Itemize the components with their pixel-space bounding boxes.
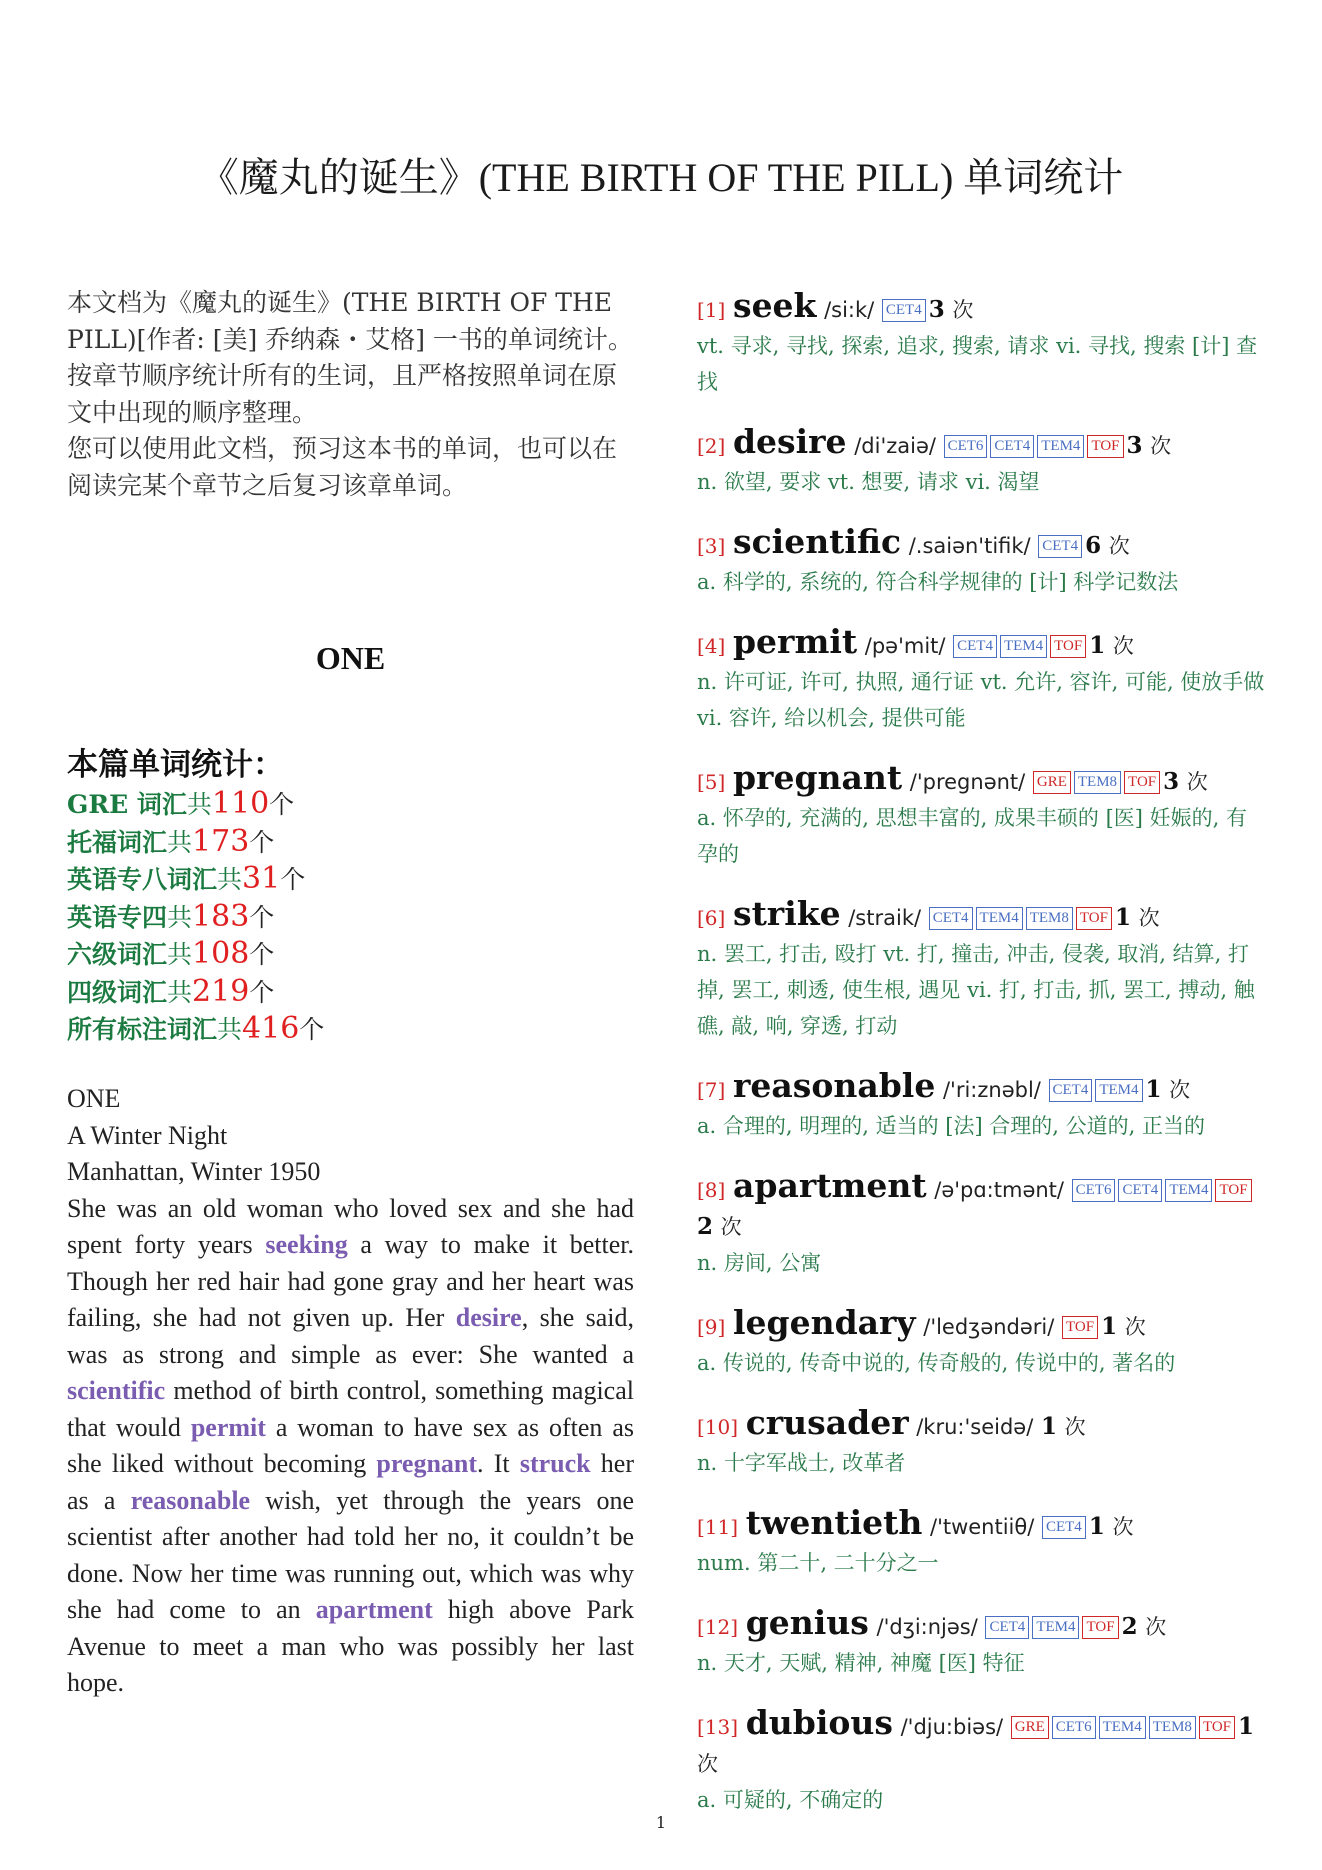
highlight-word: scientific bbox=[67, 1376, 166, 1405]
entry-pronunciation: /ə'pɑ:tmənt/ bbox=[934, 1178, 1064, 1202]
entry-definition: a. 怀孕的, 充满的, 思想丰富的, 成果丰硕的 [医] 妊娠的, 有孕的 bbox=[697, 806, 1248, 866]
stat-unit: 个 bbox=[249, 977, 275, 1007]
stats-heading: 本篇单词统计： bbox=[67, 747, 284, 783]
level-tag: TOF bbox=[1087, 435, 1123, 458]
entry-pronunciation: /'dju:biəs/ bbox=[900, 1715, 1004, 1739]
level-tag: TEM4 bbox=[1099, 1716, 1146, 1739]
level-tag: TEM4 bbox=[1000, 635, 1047, 658]
entry-word: scientific bbox=[732, 522, 902, 561]
highlight-word: desire bbox=[455, 1303, 522, 1332]
entry-count: 2 bbox=[697, 1213, 714, 1240]
level-tag: CET4 bbox=[953, 635, 997, 658]
entry-pronunciation: /'ri:znəbl/ bbox=[942, 1078, 1041, 1102]
stat-count: 416 bbox=[242, 1011, 300, 1046]
entry-definition: vt. 寻求, 寻找, 探索, 追求, 搜索, 请求 vi. 寻找, 搜索 [计] 查找 bbox=[697, 334, 1258, 394]
entry-index: [11] bbox=[697, 1515, 739, 1539]
entry-count: 1 bbox=[1145, 1076, 1162, 1103]
vocab-entry bbox=[697, 1168, 1265, 1281]
stat-label: GRE 词汇 bbox=[67, 790, 187, 819]
entry-count-unit: 次 bbox=[1138, 906, 1160, 930]
vocab-entry bbox=[697, 1705, 1265, 1818]
level-tag: CET4 bbox=[1049, 1079, 1093, 1102]
entry-index: [6] bbox=[697, 906, 726, 930]
level-tag: CET4 bbox=[929, 907, 973, 930]
entry-count-unit: 次 bbox=[1108, 534, 1130, 558]
intro-paragraph: 您可以使用此文档，预习这本书的单词，也可以在阅读完某个章节之后复习该章单词。 bbox=[67, 434, 618, 500]
entry-count-unit: 次 bbox=[1145, 1615, 1167, 1639]
entry-definition: n. 欲望, 要求 vt. 想要, 请求 vi. 渴望 bbox=[697, 470, 1040, 494]
stat-line bbox=[67, 861, 634, 899]
entry-index: [2] bbox=[697, 434, 726, 458]
level-tag: CET6 bbox=[944, 435, 988, 458]
vocab-entry bbox=[697, 1068, 1265, 1144]
level-tag: CET6 bbox=[1072, 1179, 1116, 1202]
entry-pronunciation: /'twentiiθ/ bbox=[930, 1515, 1035, 1539]
stat-unit: 个 bbox=[299, 1015, 325, 1044]
story-subtitle: A Winter Night bbox=[67, 1120, 228, 1150]
vocab-entry bbox=[697, 1405, 1265, 1481]
stat-unit: 个 bbox=[249, 902, 275, 932]
entry-pronunciation: /pə'mit/ bbox=[864, 634, 946, 658]
stat-line bbox=[67, 1011, 634, 1049]
entry-count-unit: 次 bbox=[720, 1215, 742, 1239]
stat-count: 173 bbox=[192, 823, 250, 859]
entry-count: 3 bbox=[928, 296, 945, 323]
entry-count-unit: 次 bbox=[952, 298, 974, 322]
entry-word: legendary bbox=[732, 1303, 916, 1342]
stat-unit: 个 bbox=[249, 940, 275, 969]
entry-count: 3 bbox=[1163, 768, 1180, 795]
stat-line bbox=[67, 824, 634, 862]
highlight-word: reasonable bbox=[130, 1485, 251, 1515]
entry-count: 6 bbox=[1085, 532, 1102, 559]
entry-count-unit: 次 bbox=[1186, 770, 1208, 794]
chapter-heading: ONE bbox=[315, 640, 386, 676]
entry-word: desire bbox=[732, 422, 847, 461]
entry-index: [5] bbox=[697, 770, 726, 794]
level-tag: TOF bbox=[1082, 1616, 1118, 1639]
entry-definition: n. 天才, 天赋, 精神, 神魔 [医] 特征 bbox=[697, 1651, 1025, 1675]
vocabulary-list bbox=[697, 288, 1265, 1842]
entry-index: [4] bbox=[697, 634, 726, 658]
stat-line bbox=[67, 936, 634, 974]
level-tag: CET4 bbox=[985, 1616, 1029, 1639]
entry-pronunciation: /straik/ bbox=[848, 906, 922, 930]
entry-index: [13] bbox=[697, 1715, 739, 1739]
vocab-entry bbox=[697, 1505, 1265, 1581]
entry-pronunciation: /'ledʒəndəri/ bbox=[923, 1315, 1055, 1339]
level-tag: TOF bbox=[1076, 907, 1112, 930]
entry-word: reasonable bbox=[732, 1066, 936, 1105]
vocab-entry bbox=[697, 424, 1265, 500]
story-passage: She was an old woman who loved sex and she had spent forty years seeking a way to make it better. Though her red hair had gone gray and her heart was failing, she had not given up. Her desire, she said, was as strong and simple as ever: She wanted a scientific method of birth control, something magical that would permit a woman to have sex as often as she liked without becoming pregnant. It struck her as a reasonable wish, yet through the years one scientist after another had told her no, it couldn’t be done. Now her time was running out, which was why she had come to an apartment high above Park Avenue to meet a man who was possibly her last hope. bbox=[67, 1193, 635, 1697]
entry-pronunciation: /di'zaiə/ bbox=[854, 434, 936, 458]
story-chapter: ONE bbox=[67, 1084, 121, 1113]
entry-count: 1 bbox=[1089, 632, 1106, 659]
level-tag: CET4 bbox=[990, 435, 1034, 458]
entry-pronunciation: /'dʒi:njəs/ bbox=[876, 1615, 978, 1639]
entry-count-unit: 次 bbox=[1064, 1415, 1086, 1439]
stat-gong: 共 bbox=[217, 865, 243, 894]
level-tag: TOF bbox=[1199, 1716, 1235, 1739]
entry-word: apartment bbox=[732, 1166, 927, 1205]
stat-label: 六级词汇 bbox=[67, 940, 168, 969]
stat-line bbox=[67, 974, 634, 1012]
entry-count-unit: 次 bbox=[1169, 1078, 1191, 1102]
stat-label: 托福词汇 bbox=[67, 827, 168, 857]
entry-count: 1 bbox=[1101, 1313, 1118, 1340]
story-text bbox=[67, 1081, 634, 1702]
entry-word: genius bbox=[745, 1603, 869, 1642]
stat-unit: 个 bbox=[280, 865, 306, 894]
level-tag: GRE bbox=[1033, 771, 1071, 794]
stat-gong: 共 bbox=[167, 827, 193, 857]
entry-index: [8] bbox=[697, 1178, 726, 1202]
level-tag: TEM4 bbox=[1095, 1079, 1142, 1102]
entry-count-unit: 次 bbox=[1112, 634, 1134, 658]
level-tag: TOF bbox=[1124, 771, 1160, 794]
entry-definition: a. 合理的, 明理的, 适当的 [法] 合理的, 公道的, 正当的 bbox=[697, 1114, 1206, 1138]
stat-label: 四级词汇 bbox=[67, 977, 168, 1007]
level-tag: CET4 bbox=[1118, 1179, 1162, 1202]
entry-definition: a. 科学的, 系统的, 符合科学规律的 [计] 科学记数法 bbox=[697, 570, 1179, 594]
vocab-entry bbox=[697, 288, 1265, 400]
vocab-entry bbox=[697, 1605, 1265, 1681]
stat-line bbox=[67, 786, 634, 824]
entry-pronunciation: /si:k/ bbox=[824, 298, 875, 322]
entry-definition: num. 第二十, 二十分之一 bbox=[697, 1551, 939, 1575]
page-number: 1 bbox=[655, 1813, 667, 1832]
entry-pronunciation: /kru:'seidə/ bbox=[916, 1415, 1034, 1439]
entry-index: [3] bbox=[697, 534, 726, 558]
vocab-entry bbox=[697, 624, 1265, 736]
entry-index: [10] bbox=[697, 1415, 739, 1439]
level-tag: TOF bbox=[1050, 635, 1086, 658]
stat-label: 英语专八词汇 bbox=[67, 865, 218, 894]
level-tag: TEM8 bbox=[1074, 771, 1121, 794]
intro-paragraph: 按章节顺序统计所有的生词，且严格按照单词在原文中出现的顺序整理。 bbox=[67, 361, 618, 427]
stat-line bbox=[67, 899, 634, 937]
entry-index: [12] bbox=[697, 1615, 739, 1639]
entry-definition: n. 十字军战士, 改革者 bbox=[697, 1451, 906, 1475]
level-tag: TEM4 bbox=[1037, 435, 1084, 458]
stat-count: 110 bbox=[211, 786, 270, 821]
intro-section bbox=[67, 285, 634, 504]
level-tag: CET6 bbox=[1052, 1716, 1096, 1739]
entry-index: [1] bbox=[697, 298, 726, 322]
stat-gong: 共 bbox=[167, 940, 193, 969]
level-tag: CET4 bbox=[1038, 535, 1082, 558]
entry-definition: n. 罢工, 打击, 殴打 vt. 打, 撞击, 冲击, 侵袭, 取消, 结算, 打掉, 罢工, 刺透, 使生根, 遇见 vi. 打, 打击, 抓, 罢工, 搏动, 触礁, 敲, 响, 穿透, 打动 bbox=[697, 942, 1255, 1038]
highlight-word: pregnant bbox=[376, 1449, 478, 1478]
level-tag: TEM8 bbox=[1149, 1716, 1196, 1739]
entry-index: [9] bbox=[697, 1315, 726, 1339]
entry-count: 1 bbox=[1088, 1513, 1105, 1540]
stat-unit: 个 bbox=[249, 827, 275, 857]
entry-count: 1 bbox=[1114, 904, 1131, 931]
highlight-word: struck bbox=[519, 1449, 591, 1478]
stat-gong: 共 bbox=[167, 902, 193, 932]
intro-paragraph: 本文档为《魔丸的诞生》(THE BIRTH OF THE PILL)[作者: [美] 乔纳森・艾格] 一书的单词统计。 bbox=[67, 288, 633, 354]
vocab-entry bbox=[697, 524, 1265, 600]
entry-count: 1 bbox=[1040, 1413, 1057, 1440]
entry-pronunciation: /'pregnənt/ bbox=[909, 770, 1026, 794]
stat-label: 所有标注词汇 bbox=[67, 1015, 218, 1044]
level-tag: TEM8 bbox=[1026, 907, 1073, 930]
entry-word: twentieth bbox=[745, 1503, 923, 1542]
vocab-entry bbox=[697, 1305, 1265, 1381]
stat-label: 英语专四 bbox=[67, 902, 168, 932]
level-tag: CET4 bbox=[882, 299, 926, 322]
entry-count: 3 bbox=[1126, 432, 1143, 459]
level-tag: TEM4 bbox=[976, 907, 1023, 930]
entry-word: crusader bbox=[745, 1403, 909, 1442]
entry-word: seek bbox=[732, 286, 817, 325]
entry-count-unit: 次 bbox=[1150, 434, 1172, 458]
entry-count-unit: 次 bbox=[697, 1752, 718, 1776]
entry-pronunciation: /.saiən'tifik/ bbox=[908, 534, 1031, 558]
level-tag: CET4 bbox=[1042, 1516, 1086, 1539]
entry-definition: a. 可疑的, 不确定的 bbox=[697, 1788, 884, 1812]
stat-gong: 共 bbox=[186, 790, 212, 819]
story-place: Manhattan, Winter 1950 bbox=[67, 1157, 321, 1186]
level-tag: GRE bbox=[1011, 1716, 1049, 1739]
entry-word: dubious bbox=[745, 1703, 893, 1742]
vocab-entry bbox=[697, 760, 1265, 872]
entry-definition: a. 传说的, 传奇中说的, 传奇般的, 传说中的, 著名的 bbox=[697, 1351, 1176, 1375]
level-tag: TOF bbox=[1062, 1316, 1098, 1339]
entry-definition: n. 房间, 公寓 bbox=[697, 1251, 822, 1275]
entry-index: [7] bbox=[697, 1078, 726, 1102]
entry-count: 1 bbox=[1238, 1713, 1255, 1740]
entry-count-unit: 次 bbox=[1112, 1515, 1134, 1539]
entry-word: strike bbox=[732, 894, 841, 933]
highlight-word: seeking bbox=[265, 1230, 348, 1259]
stat-count: 31 bbox=[242, 861, 281, 896]
level-tag: TOF bbox=[1215, 1179, 1251, 1202]
level-tag: TEM4 bbox=[1032, 1616, 1079, 1639]
stat-unit: 个 bbox=[269, 790, 295, 819]
entry-count: 2 bbox=[1121, 1613, 1138, 1640]
entry-word: pregnant bbox=[732, 758, 903, 797]
stat-count: 219 bbox=[192, 973, 250, 1009]
stat-gong: 共 bbox=[167, 977, 193, 1007]
vocab-entry bbox=[697, 896, 1265, 1044]
entry-count-unit: 次 bbox=[1124, 1315, 1146, 1339]
level-tag: TEM4 bbox=[1165, 1179, 1212, 1202]
highlight-word: permit bbox=[190, 1412, 266, 1442]
stat-count: 108 bbox=[192, 936, 250, 971]
stat-gong: 共 bbox=[217, 1015, 243, 1044]
highlight-word: apartment bbox=[315, 1595, 433, 1624]
page-title: 《魔丸的诞生》(THE BIRTH OF THE PILL) 单词统计 bbox=[198, 155, 1124, 200]
entry-definition: n. 许可证, 许可, 执照, 通行证 vt. 允许, 容许, 可能, 使放手做 vi. 容许, 给以机会, 提供可能 bbox=[697, 670, 1265, 730]
entry-word: permit bbox=[732, 622, 858, 661]
stat-count: 183 bbox=[192, 898, 250, 934]
word-stats bbox=[67, 744, 634, 1049]
